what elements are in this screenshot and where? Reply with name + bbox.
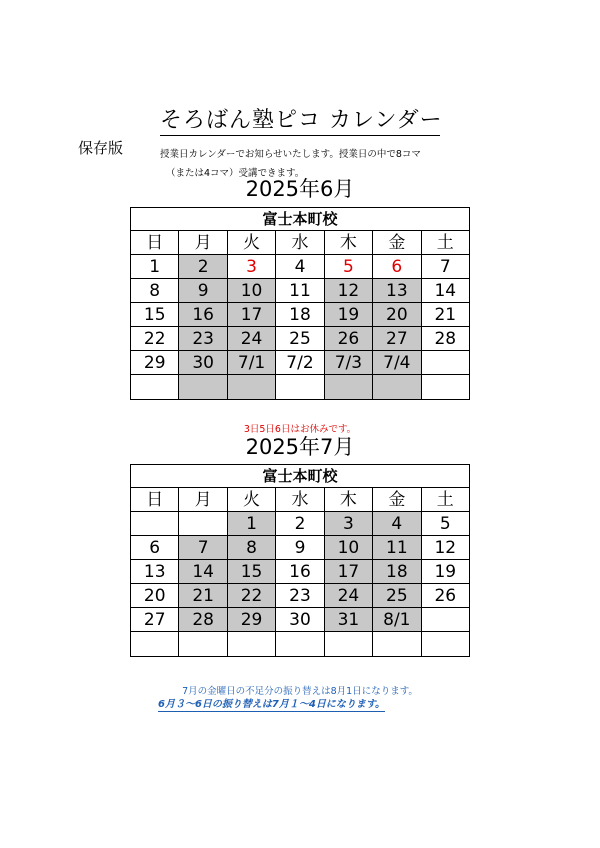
day-cell: 21	[179, 584, 227, 608]
day-cell	[131, 632, 179, 657]
day-cell: 13	[131, 560, 179, 584]
day-cell: 30	[276, 608, 324, 632]
day-cell	[324, 632, 372, 657]
day-cell: 19	[421, 560, 469, 584]
day-cell: 29	[131, 351, 179, 375]
day-cell	[131, 512, 179, 536]
day-cell: 10	[227, 279, 275, 303]
day-cell: 14	[421, 279, 469, 303]
day-cell	[179, 375, 227, 400]
day-cell	[131, 375, 179, 400]
week-row	[131, 375, 470, 400]
weekday-header: 土	[421, 488, 469, 512]
day-cell: 15	[131, 303, 179, 327]
day-cell: 27	[373, 327, 421, 351]
july-makeup-note: 7月の金曜日の不足分の振り替えは8月1日になります。	[182, 686, 418, 697]
july-calendar	[130, 464, 470, 657]
saved-version-label: 保存版	[78, 139, 124, 157]
day-cell: 26	[324, 327, 372, 351]
day-cell	[227, 632, 275, 657]
day-cell	[421, 632, 469, 657]
day-cell: 7	[179, 536, 227, 560]
day-cell: 17	[324, 560, 372, 584]
weekday-header: 日	[131, 231, 179, 255]
day-cell: 25	[373, 584, 421, 608]
day-cell: 3	[324, 512, 372, 536]
day-cell: 9	[276, 536, 324, 560]
weekday-header: 月	[179, 231, 227, 255]
day-cell: 18	[276, 303, 324, 327]
week-row	[131, 512, 470, 536]
day-cell: 12	[421, 536, 469, 560]
day-cell: 31	[324, 608, 372, 632]
day-cell	[421, 608, 469, 632]
july-title: 2025年7月	[245, 435, 355, 459]
day-cell: 6	[373, 255, 421, 279]
day-cell: 23	[276, 584, 324, 608]
day-cell: 11	[373, 536, 421, 560]
week-row	[131, 351, 470, 375]
day-cell: 20	[373, 303, 421, 327]
day-cell	[324, 375, 372, 400]
day-cell: 4	[373, 512, 421, 536]
weekday-header: 水	[276, 231, 324, 255]
day-cell: 12	[324, 279, 372, 303]
day-cell: 23	[179, 327, 227, 351]
day-cell: 8/1	[373, 608, 421, 632]
school-name: 富士本町校	[131, 208, 470, 231]
week-row	[131, 536, 470, 560]
day-cell: 1	[227, 512, 275, 536]
week-row	[131, 279, 470, 303]
day-cell: 7/4	[373, 351, 421, 375]
weekday-header: 火	[227, 231, 275, 255]
day-cell: 2	[276, 512, 324, 536]
day-cell: 10	[324, 536, 372, 560]
day-cell: 16	[179, 303, 227, 327]
day-cell: 13	[373, 279, 421, 303]
day-cell: 17	[227, 303, 275, 327]
weekday-header: 火	[227, 488, 275, 512]
day-cell	[227, 375, 275, 400]
day-cell: 8	[131, 279, 179, 303]
day-cell	[179, 512, 227, 536]
day-cell: 9	[179, 279, 227, 303]
week-row	[131, 584, 470, 608]
weekday-header: 月	[179, 488, 227, 512]
day-cell: 2	[179, 255, 227, 279]
page-title: そろばん塾ピコ カレンダー	[160, 108, 440, 136]
notice-line-2: （または4コマ）受講できます。	[166, 168, 305, 179]
day-cell: 28	[179, 608, 227, 632]
day-cell	[276, 375, 324, 400]
day-cell	[373, 632, 421, 657]
day-cell: 21	[421, 303, 469, 327]
day-cell: 26	[421, 584, 469, 608]
week-row	[131, 608, 470, 632]
day-cell	[179, 632, 227, 657]
day-cell: 24	[227, 327, 275, 351]
day-cell: 7/2	[276, 351, 324, 375]
day-cell: 16	[276, 560, 324, 584]
weekday-header: 金	[373, 488, 421, 512]
june-holiday-note: 3日5日6日はお休みです。	[243, 424, 357, 435]
weekday-header: 土	[421, 231, 469, 255]
day-cell	[421, 351, 469, 375]
day-cell: 20	[131, 584, 179, 608]
week-row	[131, 632, 470, 657]
weekday-header: 金	[373, 231, 421, 255]
june-makeup-note: 6月３～6日の振り替えは7月１～4日になります。	[158, 699, 386, 710]
school-name: 富士本町校	[131, 465, 470, 488]
day-cell	[276, 632, 324, 657]
day-cell: 14	[179, 560, 227, 584]
day-cell: 3	[227, 255, 275, 279]
week-row	[131, 327, 470, 351]
week-row	[131, 255, 470, 279]
day-cell	[421, 375, 469, 400]
weekday-header: 水	[276, 488, 324, 512]
day-cell: 5	[421, 512, 469, 536]
june-title: 2025年6月	[245, 177, 355, 201]
day-cell: 28	[421, 327, 469, 351]
june-calendar	[130, 207, 470, 400]
day-cell: 15	[227, 560, 275, 584]
day-cell: 29	[227, 608, 275, 632]
week-row	[131, 560, 470, 584]
weekday-header: 木	[324, 488, 372, 512]
day-cell: 6	[131, 536, 179, 560]
day-cell: 4	[276, 255, 324, 279]
day-cell: 24	[324, 584, 372, 608]
day-cell: 25	[276, 327, 324, 351]
day-cell: 27	[131, 608, 179, 632]
day-cell: 1	[131, 255, 179, 279]
day-cell: 7	[421, 255, 469, 279]
day-cell: 30	[179, 351, 227, 375]
day-cell: 7/1	[227, 351, 275, 375]
day-cell: 22	[227, 584, 275, 608]
day-cell: 5	[324, 255, 372, 279]
day-cell: 8	[227, 536, 275, 560]
day-cell: 22	[131, 327, 179, 351]
week-row	[131, 303, 470, 327]
notice-line-1: 授業日カレンダーでお知らせいたします。授業日の中で8コマ	[160, 149, 421, 160]
weekday-header: 日	[131, 488, 179, 512]
day-cell: 11	[276, 279, 324, 303]
day-cell: 19	[324, 303, 372, 327]
day-cell: 18	[373, 560, 421, 584]
day-cell: 7/3	[324, 351, 372, 375]
weekday-header: 木	[324, 231, 372, 255]
day-cell	[373, 375, 421, 400]
